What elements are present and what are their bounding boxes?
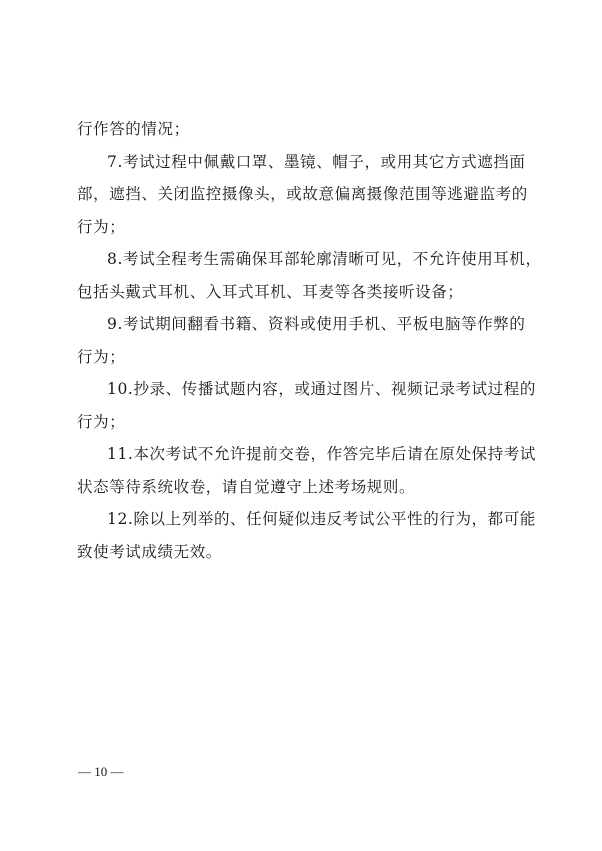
document-body	[77, 113, 542, 568]
text-line: 包括头戴式耳机、入耳式耳机、耳麦等各类接听设备；	[77, 282, 464, 301]
text-line: 行为；	[77, 412, 126, 431]
text-line: 8.考试全程考生需确保耳部轮廓清晰可见，不允许使用耳机，	[107, 250, 542, 268]
text-line: 致使考试成绩无效。	[77, 542, 222, 561]
text-line: 状态等待系统收卷，请自觉遵守上述考场规则。	[77, 477, 416, 496]
text-line: 行作答的情况；	[77, 120, 190, 138]
text-line: 12.除以上列举的、任何疑似违反考试公平性的行为，都可能	[107, 510, 536, 528]
page-number: — 10 —	[78, 764, 124, 779]
text-line: 部，遮挡、关闭监控摄像头，或故意偏离摄像范围等逃避监考的	[77, 185, 528, 203]
text-line: 行为；	[77, 217, 126, 236]
text-line: 9.考试期间翻看书籍、资料或使用手机、平板电脑等作弊的	[107, 315, 526, 333]
text-line: 10.抄录、传播试题内容，或通过图片、视频记录考试过程的	[107, 380, 536, 398]
text-line: 11.本次考试不允许提前交卷，作答完毕后请在原处保持考试	[107, 445, 536, 463]
text-line: 行为；	[77, 347, 126, 366]
text-line: 7.考试过程中佩戴口罩、墨镜、帽子，或用其它方式遮挡面	[107, 152, 526, 171]
